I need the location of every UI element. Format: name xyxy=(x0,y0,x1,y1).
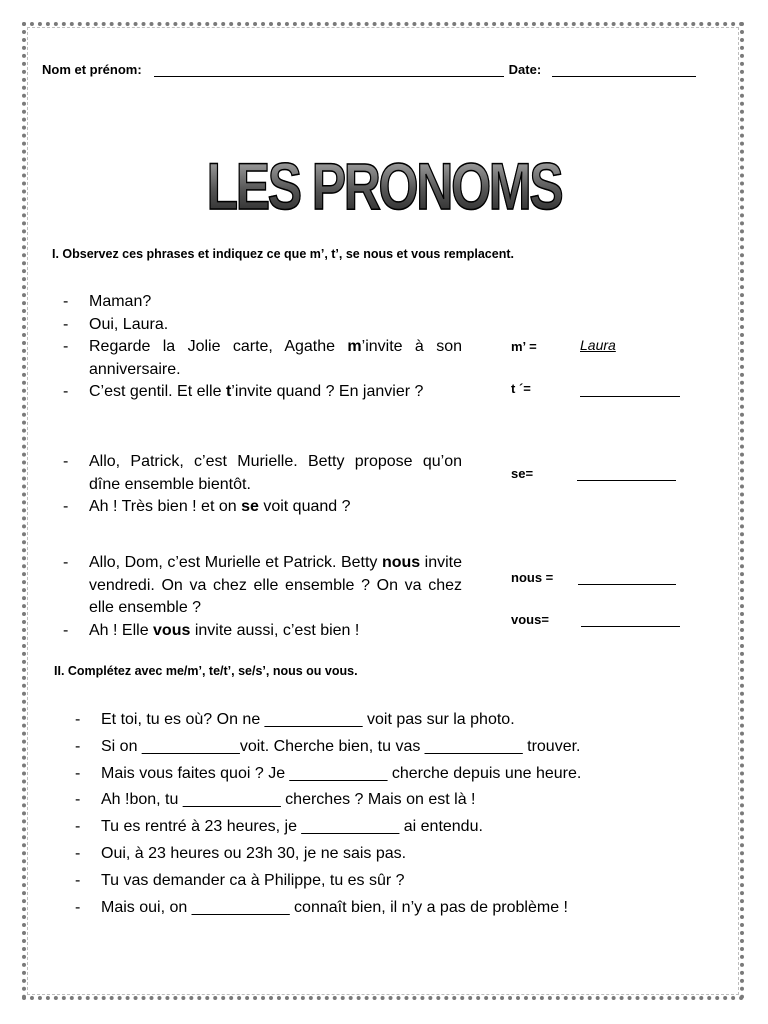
page-title: LES PRONOMS xyxy=(206,149,562,223)
header xyxy=(42,62,732,77)
list-item: - Mais oui, on ___________ connaît bien, il n’y a pas de problème ! xyxy=(73,895,733,922)
list-item: - Ah ! Elle vous invite aussi, c’est bien ! xyxy=(62,620,462,643)
name-label: Nom et prénom: xyxy=(42,62,142,77)
list-item: - Oui, Laura. xyxy=(62,314,462,337)
date-field[interactable] xyxy=(552,62,696,77)
list-item: - Et toi, tu es où? On ne ___________ voit pas sur la photo. xyxy=(73,707,733,734)
answer-se: se= xyxy=(511,466,534,481)
list-item: - Maman? xyxy=(62,291,462,314)
fill-blank[interactable]: ___________ xyxy=(182,791,281,809)
answer-t: t ´= xyxy=(511,381,531,396)
answer-vous: vous= xyxy=(511,612,549,627)
name-field[interactable] xyxy=(154,62,504,77)
list-item: - Regarde la Jolie carte, Agathe m’invite à son anniversaire. xyxy=(62,336,462,381)
list-item: - Oui, à 23 heures ou 23h 30, je ne sais pas. xyxy=(73,841,733,868)
list-item: - Ah ! Très bien ! et on se voit quand ? xyxy=(62,496,462,519)
date-label: Date: xyxy=(508,62,542,77)
section1-dialogue-c xyxy=(62,552,462,642)
answer-m-value: Laura xyxy=(580,337,616,353)
list-item: - Si on ___________voit. Cherche bien, tu vas ___________ trouver. xyxy=(73,734,733,761)
section1-dialogue-b xyxy=(62,451,462,519)
list-item: - Ah !bon, tu ___________ cherches ? Mais on est là ! xyxy=(73,787,733,814)
fill-blank[interactable]: ___________ xyxy=(289,764,388,782)
answer-nous: nous = xyxy=(511,570,554,585)
fill-blank[interactable]: ___________ xyxy=(424,737,523,755)
section1-instruction: I. Observez ces phrases et indiquez ce que m’, t’, se nous et vous remplacent. xyxy=(52,247,514,261)
list-item: - Tu es rentré à 23 heures, je ___________ ai entendu. xyxy=(73,814,733,841)
section1-dialogue-a xyxy=(62,291,462,404)
section2-instruction: II. Complétez avec me/m’, te/t’, se/s’, nous ou vous. xyxy=(54,664,358,678)
fill-blank[interactable]: ___________ xyxy=(264,711,363,728)
list-item: - C’est gentil. Et elle t’invite quand ? En janvier ? xyxy=(62,381,462,404)
answer-m: m’ = xyxy=(511,339,537,354)
fill-blank[interactable]: ___________ xyxy=(301,818,400,836)
list-item: - Mais vous faites quoi ? Je ___________ cherche depuis une heure. xyxy=(73,761,733,788)
fill-blank[interactable]: ___________ xyxy=(141,737,240,755)
list-item: - Allo, Patrick, c’est Murielle. Betty propose qu’on dîne ensemble bientôt. xyxy=(62,451,462,496)
list-item: - Tu vas demander ca à Philippe, tu es sûr ? xyxy=(73,868,733,895)
section2-exercise xyxy=(73,707,733,921)
list-item: - Allo, Dom, c’est Murielle et Patrick. Betty nous invite vendredi. On va chez elle ensemble ? On va chez elle ensemble ? xyxy=(62,552,462,620)
fill-blank[interactable]: ___________ xyxy=(191,898,290,916)
